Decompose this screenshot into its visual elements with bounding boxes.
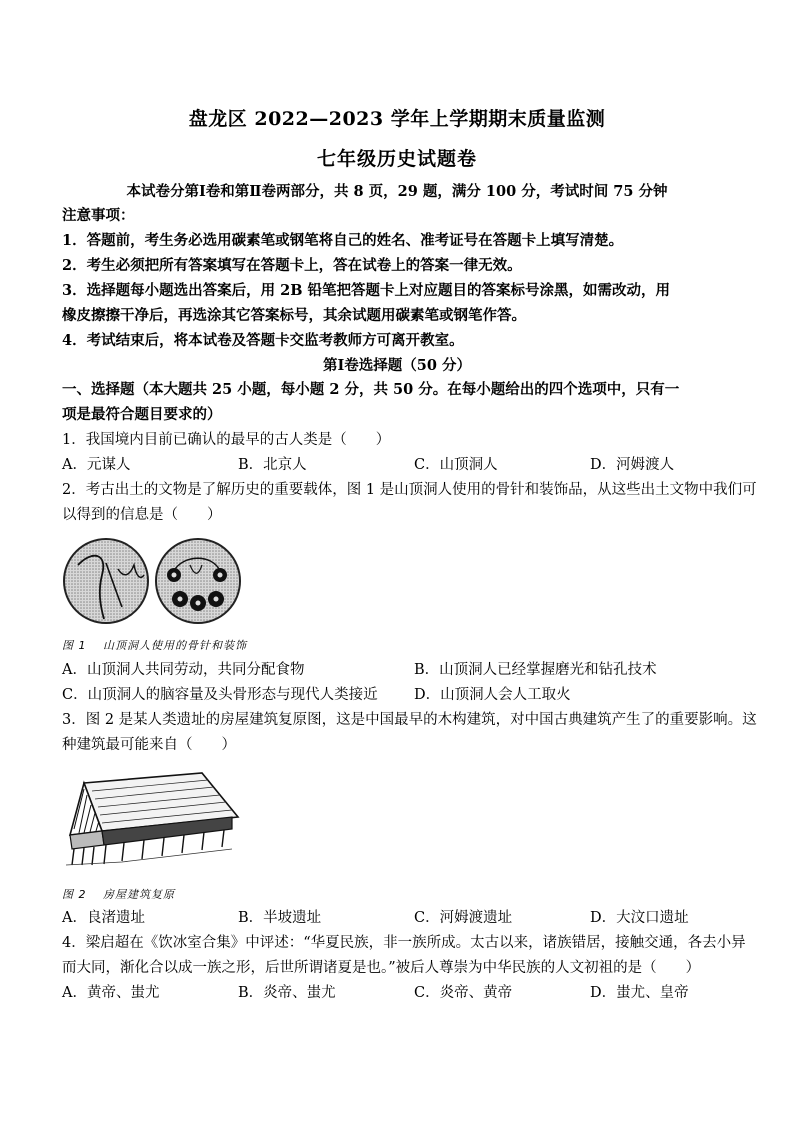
q4-option-d: D．蚩尤、皇帝 [590,985,689,1001]
q2-stem-line-2: 以得到的信息是（ ） [62,507,222,523]
figure-2-caption: 图 2 房屋建筑复原 [62,888,175,901]
exam-intro: 本试卷分第Ⅰ卷和第Ⅱ卷两部分，共 8 页，29 题，满分 100 分，考试时间 75 分钟 [126,183,668,200]
figure-1-caption: 图 1 山顶洞人使用的骨针和装饰 [62,639,247,652]
q2-option-a: A．山顶洞人共同劳动，共同分配食物 [62,662,305,678]
q4-option-a: A．黄帝、蚩尤 [62,985,160,1001]
q3-option-d: D．大汶口遗址 [590,910,689,926]
q1-option-a: A．元谋人 [62,457,131,473]
q3-option-a: A．良渚遗址 [62,910,145,926]
section-instructions-line-2: 项是最符合题目要求的） [62,406,222,423]
bone-needle-disc [64,539,148,623]
q2-stem-line-1: 2．考古出土的文物是了解历史的重要载体，图 1 是山顶洞人使用的骨针和装饰品，从这些出土文物中我们可 [62,482,757,498]
q2-option-b: B．山顶洞人已经掌握磨光和钻孔技术 [414,662,657,678]
q4-stem-line-1: 4．梁启超在《饮冰室合集》中评述：“华夏民族，非一族所成。太古以来，诸族错居，接触交通，各去小异 [62,935,746,951]
notes-heading: 注意事项： [62,207,135,224]
ornament-disc [156,539,240,623]
section-title: 第Ⅰ卷选择题（50 分） [322,357,471,374]
q3-stem-line-2: 种建筑最可能来自（ ） [62,737,236,753]
exam-title: 盘龙区 2022—2023 学年上学期期末质量监测 [188,108,606,130]
note-2: 2．考生必须把所有答案填写在答题卡上，答在试卷上的答案一律无效。 [62,257,522,274]
note-3-line-1: 3．选择题每小题选出答案后，用 2B 铅笔把答题卡上对应题目的答案标号涂黑，如需改动，用 [62,282,671,299]
exam-subtitle: 七年级历史试题卷 [316,148,477,170]
q4-stem-line-2: 而大同，渐化合以成一族之形，后世所谓诸夏是也。”被后人尊崇为中华民族的人文初祖的是（ ） [62,960,701,976]
q3-stem-line-1: 3．图 2 是某人类遗址的房屋建筑复原图，这是中国最早的木构建筑，对中国古典建筑产生了的重要影响。这 [62,712,757,728]
note-3-line-2: 橡皮擦擦干净后，再选涂其它答案标号，其余试题用碳素笔或钢笔作答。 [62,307,526,324]
q3-option-c: C．河姆渡遗址 [414,910,513,926]
q1-option-b: B．北京人 [238,457,307,473]
figure-1-bone-needle-ornaments [62,535,242,627]
q1-stem: 1．我国境内目前已确认的最早的古人类是（ ） [62,432,391,448]
figure-2-house-reconstruction [62,765,242,870]
note-1: 1．答题前，考生务必选用碳素笔或钢笔将自己的姓名、准考证号在答题卡上填写清楚。 [62,232,624,249]
q1-option-c: C．山顶洞人 [414,457,498,473]
q3-option-b: B．半坡遗址 [238,910,322,926]
q2-option-d: D．山顶洞人会人工取火 [414,687,571,703]
note-4: 4．考试结束后，将本试卷及答题卡交监考教师方可离开教室。 [62,332,464,349]
section-instructions-line-1: 一、选择题（本大题共 25 小题，每小题 2 分，共 50 分。在每小题给出的四个选项中，只有一 [62,381,680,398]
q1-option-d: D．河姆渡人 [590,457,675,473]
q2-option-c: C．山顶洞人的脑容量及头骨形态与现代人类接近 [62,687,378,703]
q4-option-b: B．炎帝、蚩尤 [238,985,336,1001]
q4-option-c: C．炎帝、黄帝 [414,985,513,1001]
